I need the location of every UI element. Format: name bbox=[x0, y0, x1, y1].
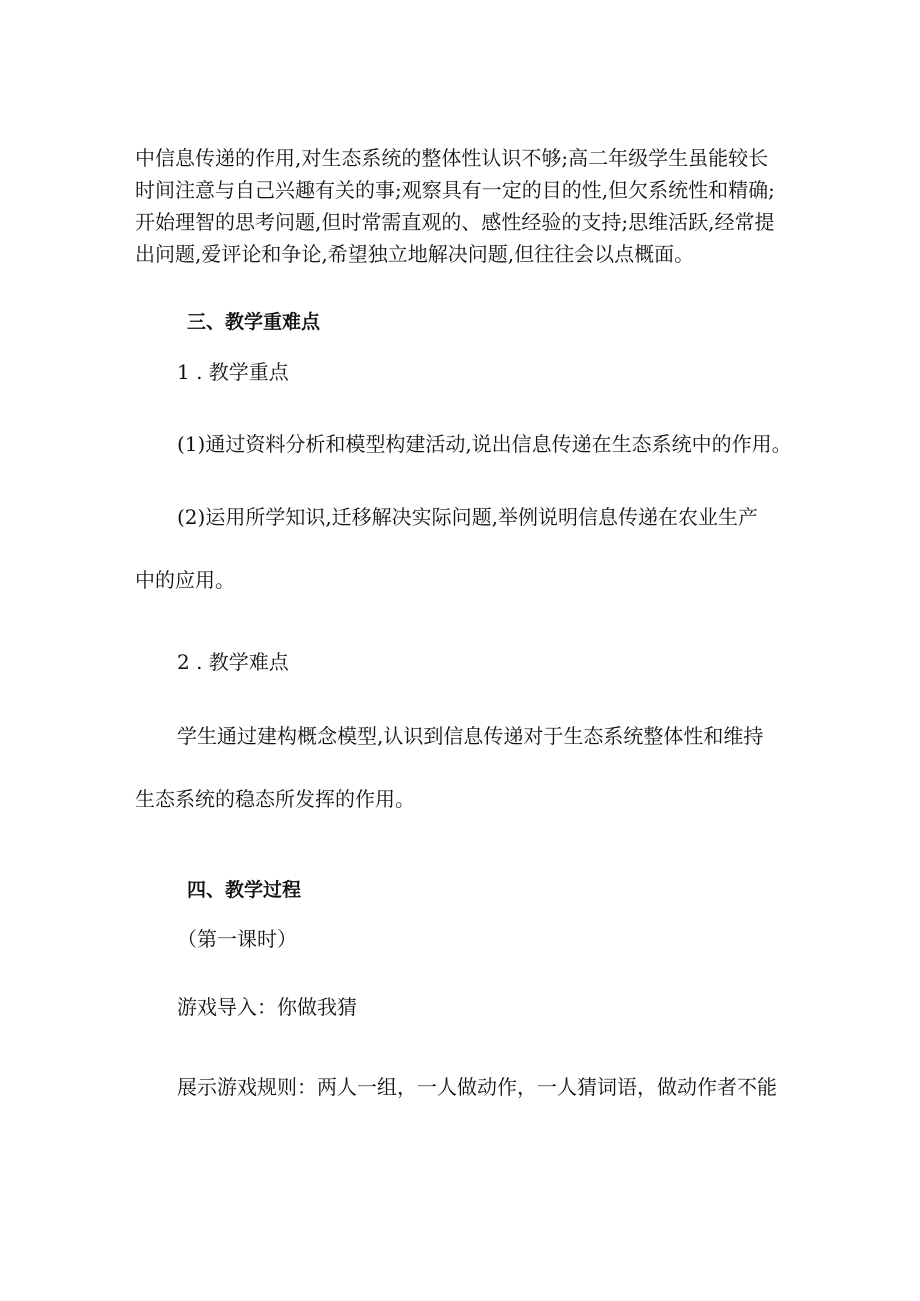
section-heading: 四、教学过程 bbox=[187, 879, 302, 901]
paragraph-line: 时间注意与自己兴趣有关的事;观察具有一定的目的性,但欠系统性和精确; bbox=[135, 178, 775, 202]
subsection-title: 1 . 教学重点 bbox=[177, 360, 289, 384]
key-point-1: (1)通过资料分析和模型构建活动,说出信息传递在生态系统中的作用。 bbox=[177, 432, 792, 456]
lesson-label: （第一课时） bbox=[177, 927, 297, 951]
section-heading: 三、教学重难点 bbox=[187, 311, 321, 333]
difficulty-text: 学生通过建构概念模型,认识到信息传递对于生态系统整体性和维持 bbox=[177, 724, 764, 748]
game-intro: 游戏导入：你做我猜 bbox=[177, 995, 357, 1019]
key-point-2-continued: 中的应用。 bbox=[135, 568, 235, 592]
paragraph-line: 开始理智的思考问题,但时常需直观的、感性经验的支持;思维活跃,经常提 bbox=[135, 210, 775, 234]
paragraph-line: 出问题,爱评论和争论,希望独立地解决问题,但往往会以点概面。 bbox=[135, 242, 695, 266]
game-rules: 展示游戏规则：两人一组，一人做动作，一人猜词语，做动作者不能 bbox=[177, 1075, 777, 1099]
paragraph-line: 中信息传递的作用,对生态系统的整体性认识不够;高二年级学生虽能较长 bbox=[135, 146, 769, 170]
subsection-title: 2 . 教学难点 bbox=[177, 650, 289, 674]
difficulty-text-continued: 生态系统的稳态所发挥的作用。 bbox=[135, 787, 415, 811]
key-point-2: (2)运用所学知识,迁移解决实际问题,举例说明信息传递在农业生产 bbox=[177, 505, 759, 529]
